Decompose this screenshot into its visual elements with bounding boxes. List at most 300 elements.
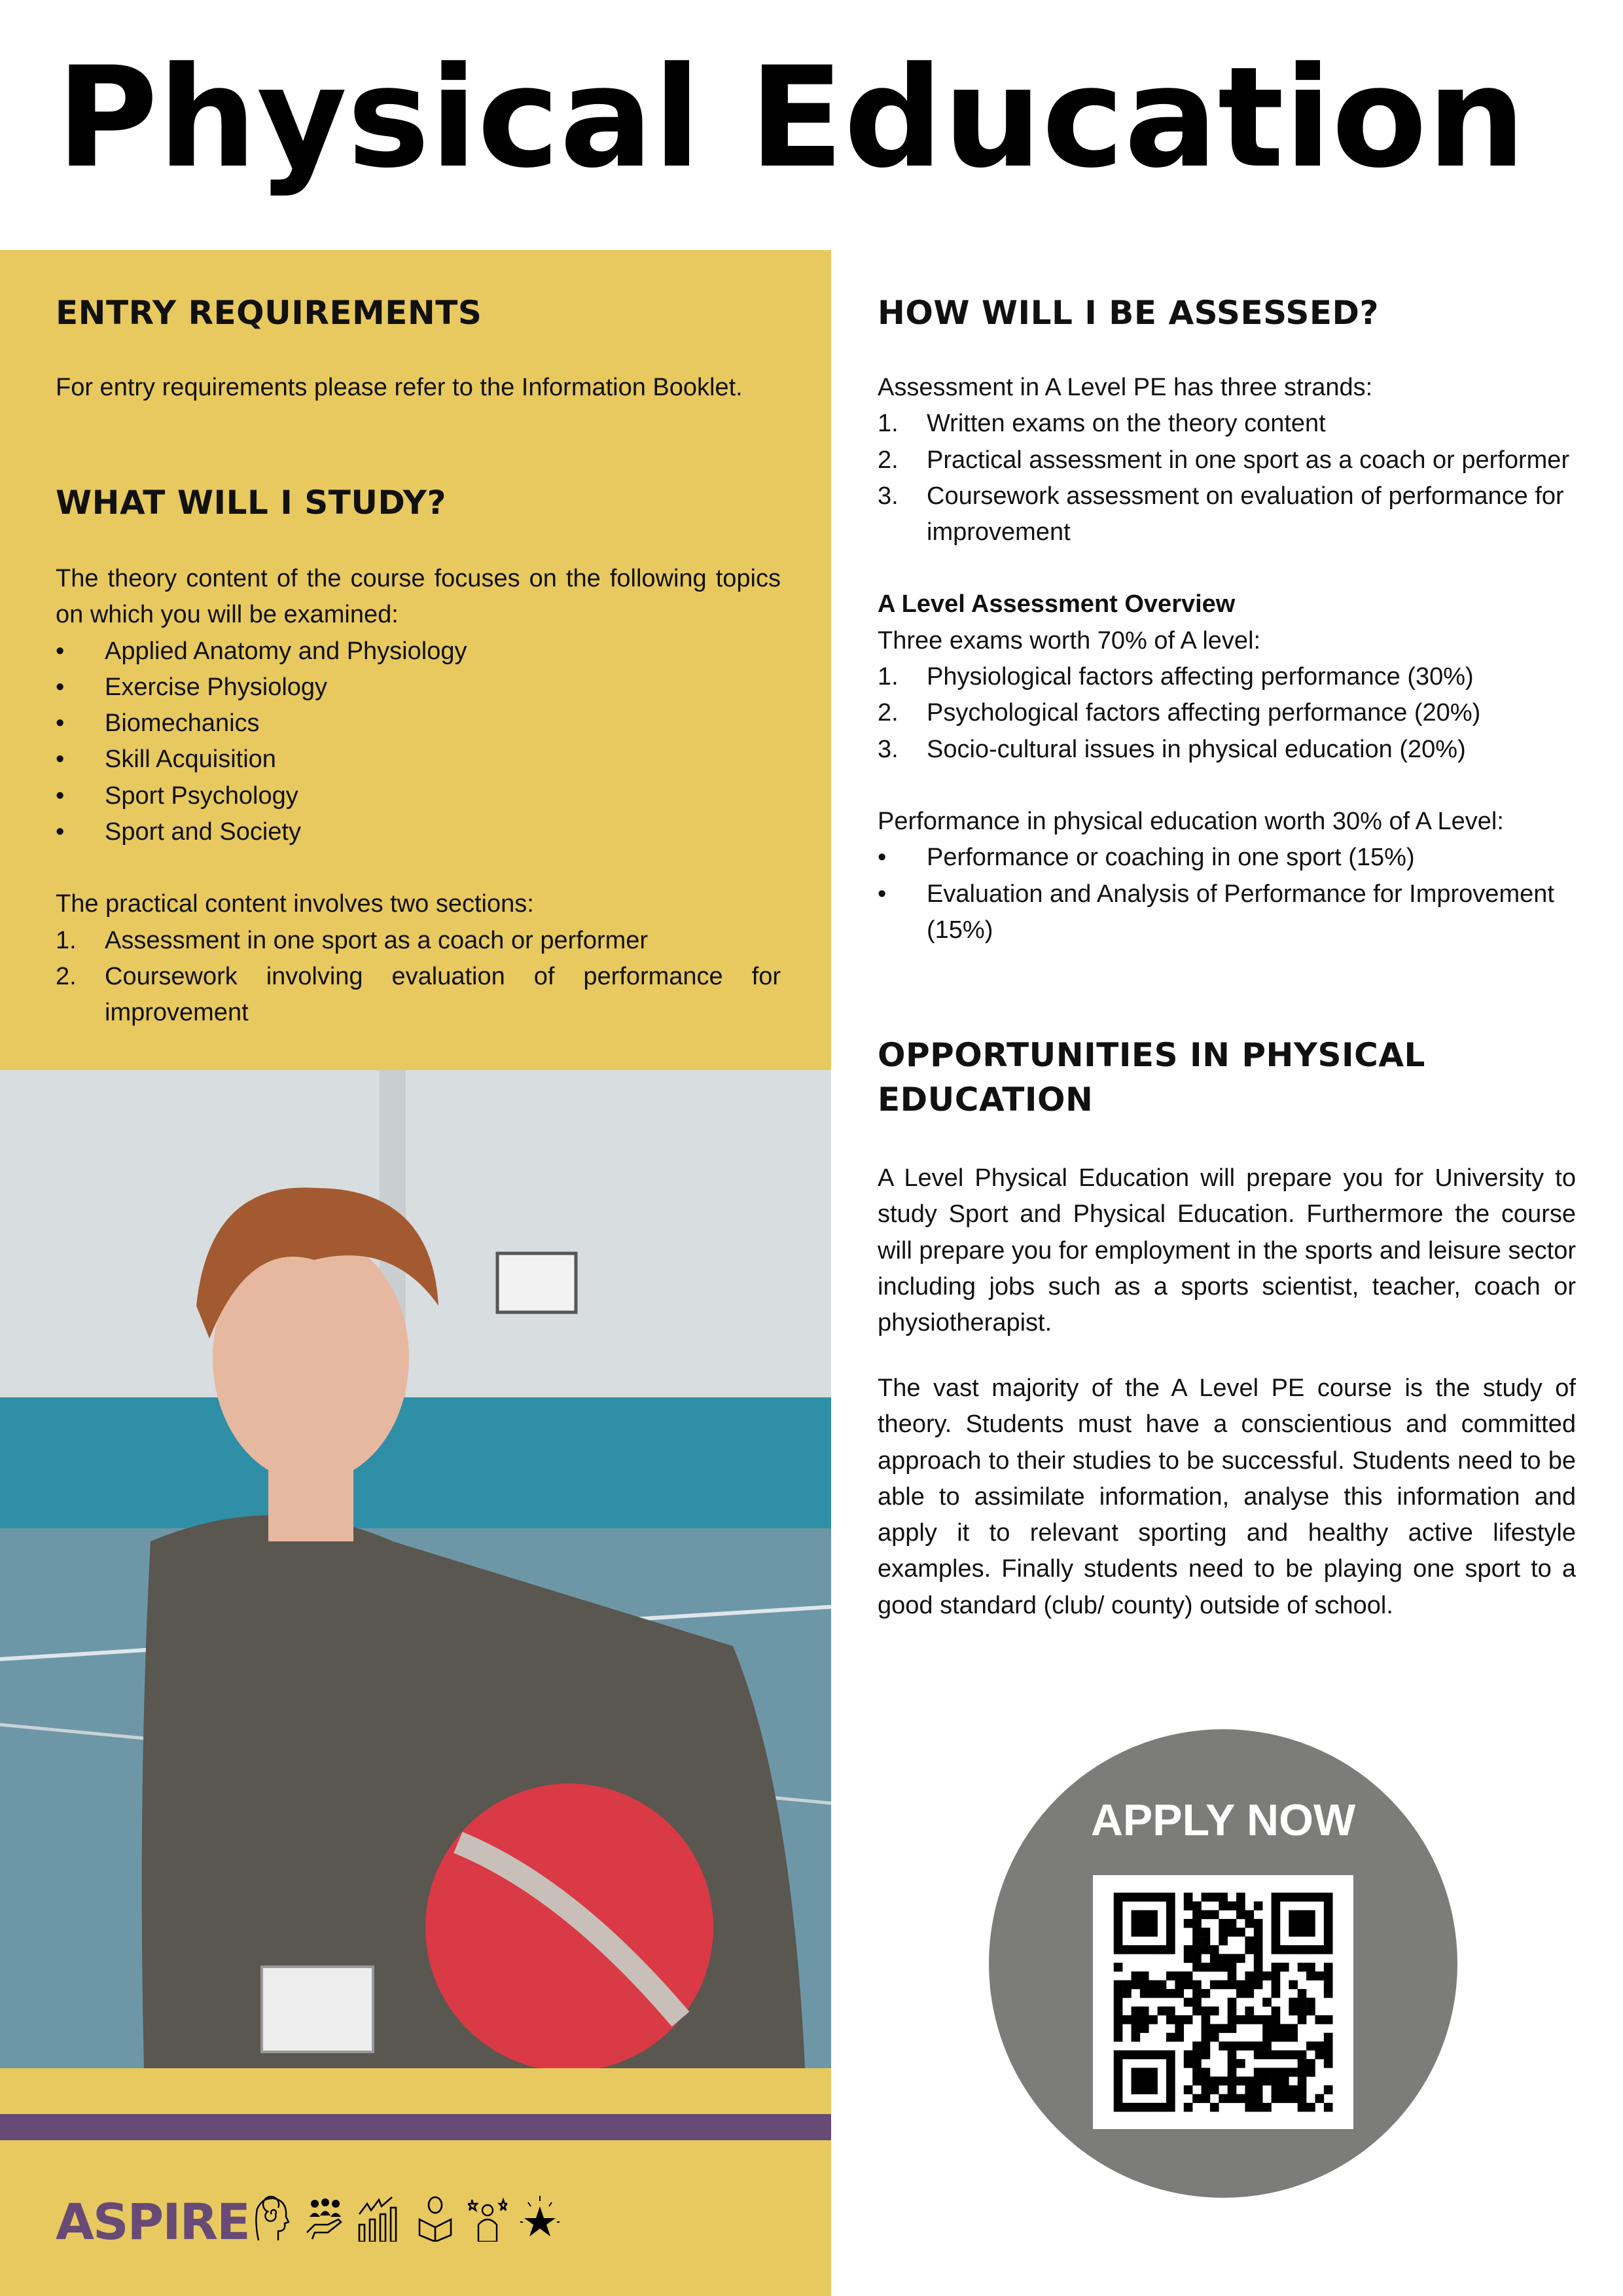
qr-module xyxy=(1219,2024,1228,2033)
qr-module xyxy=(1289,1998,1298,2007)
qr-module xyxy=(1324,1928,1333,1937)
qr-module xyxy=(1245,2103,1254,2112)
qr-module xyxy=(1184,1945,1193,1954)
qr-module xyxy=(1114,2077,1123,2086)
qr-module xyxy=(1236,2094,1245,2103)
qr-module xyxy=(1236,1901,1245,1910)
qr-module xyxy=(1324,2033,1333,2042)
study-section xyxy=(56,561,781,1031)
qr-module xyxy=(1254,1945,1263,1954)
qr-module xyxy=(1306,2007,1315,2016)
qr-module xyxy=(1114,2007,1123,2016)
qr-module xyxy=(1298,2085,1307,2094)
qr-module xyxy=(1132,1893,1141,1902)
qr-module xyxy=(1192,2077,1202,2086)
qr-module xyxy=(1192,1901,1202,1910)
qr-module xyxy=(1192,1954,1202,1963)
qr-module xyxy=(1324,1910,1333,1920)
qr-module xyxy=(1324,1963,1333,1972)
qr-module xyxy=(1254,1954,1263,1963)
qr-module xyxy=(1228,1928,1237,1937)
qr-module xyxy=(1298,2103,1307,2112)
qr-module xyxy=(1192,2059,1202,2068)
qr-module xyxy=(1114,1919,1123,1928)
qr-module xyxy=(1289,1893,1298,1902)
qr-module xyxy=(1315,2041,1324,2051)
qr-module xyxy=(1210,2007,1219,2016)
qr-module xyxy=(1262,1971,1272,1981)
qr-module xyxy=(1306,2068,1315,2077)
qr-module xyxy=(1202,2007,1211,2016)
qr-module xyxy=(1298,1919,1307,1928)
qr-module xyxy=(1262,2024,1272,2033)
entry-heading: ENTRY REQUIREMENTS xyxy=(56,294,482,332)
qr-module xyxy=(1219,2041,1228,2051)
qr-module xyxy=(1306,1910,1315,1920)
qr-module xyxy=(1202,1928,1211,1937)
qr-module xyxy=(1298,1910,1307,1920)
qr-module xyxy=(1236,1989,1245,1998)
assessed-intro: Assessment in A Level PE has three strands: xyxy=(878,374,1373,401)
qr-module xyxy=(1315,2051,1324,2060)
qr-module xyxy=(1158,1989,1167,1998)
qr-module xyxy=(1245,1981,1254,1990)
qr-module xyxy=(1254,1963,1263,1972)
qr-module xyxy=(1272,1989,1281,1998)
qr-module xyxy=(1298,1893,1307,1902)
qr-module xyxy=(1210,2103,1219,2112)
qr-module xyxy=(1114,1989,1123,1998)
qr-module xyxy=(1272,1901,1281,1910)
qr-module xyxy=(1228,1981,1237,1990)
footer-band xyxy=(0,2068,831,2296)
qr-module xyxy=(1236,2077,1245,2086)
qr-module xyxy=(1228,2024,1237,2033)
list-item: • Biomechanics xyxy=(56,709,260,738)
qr-module xyxy=(1192,2051,1202,2060)
qr-module xyxy=(1254,2015,1263,2024)
qr-module xyxy=(1219,1963,1228,1972)
qr-module xyxy=(1114,1937,1123,1946)
qr-module xyxy=(1122,2103,1132,2112)
qr-module xyxy=(1132,2024,1141,2033)
qr-module xyxy=(1272,1937,1281,1946)
qr-module xyxy=(1245,2094,1254,2103)
qr-module xyxy=(1192,2041,1202,2051)
qr-module xyxy=(1228,2094,1237,2103)
qr-module xyxy=(1140,2015,1149,2024)
qr-module xyxy=(1210,1945,1219,1954)
qr-module xyxy=(1324,2085,1333,2094)
qr-module xyxy=(1114,2015,1123,2024)
qr-module xyxy=(1132,1928,1141,1937)
qr-module xyxy=(1140,1971,1149,1981)
qr-module xyxy=(1280,2033,1289,2042)
qr-module xyxy=(1166,1971,1175,1981)
qr-module xyxy=(1298,1989,1307,1998)
qr-module xyxy=(1254,1971,1263,1981)
qr-module xyxy=(1315,1971,1324,1981)
list-item: • Exercise Physiology xyxy=(56,673,328,701)
qr-module xyxy=(1228,2085,1237,2094)
qr-module xyxy=(1245,2041,1254,2051)
qr-module xyxy=(1114,1901,1123,1910)
qr-module xyxy=(1236,1910,1245,1920)
qr-module xyxy=(1166,1937,1175,1946)
qr-module xyxy=(1254,1901,1263,1910)
qr-module xyxy=(1298,2007,1307,2016)
qr-module xyxy=(1245,2077,1254,2086)
qr-module xyxy=(1140,2068,1149,2077)
qr-module xyxy=(1114,1963,1123,1972)
qr-module xyxy=(1254,1919,1263,1928)
qr-module xyxy=(1219,1981,1228,1990)
qr-module xyxy=(1210,2077,1219,2086)
qr-module xyxy=(1202,1963,1211,1972)
qr-module xyxy=(1245,1989,1254,1998)
qr-module xyxy=(1202,2051,1211,2060)
qr-module xyxy=(1219,1919,1228,1928)
growth-chart-icon xyxy=(357,2196,402,2242)
list-item: • Sport and Society xyxy=(56,818,301,846)
qr-module xyxy=(1114,1945,1123,1954)
qr-module xyxy=(1149,1989,1158,1998)
qr-module xyxy=(1114,2059,1123,2068)
qr-module xyxy=(1254,2068,1263,2077)
qr-module xyxy=(1122,2015,1132,2024)
qr-module xyxy=(1289,2024,1298,2033)
qr-module xyxy=(1298,2059,1307,2068)
qr-module xyxy=(1149,2015,1158,2024)
qr-module xyxy=(1202,2094,1211,2103)
qr-module xyxy=(1298,1945,1307,1954)
qr-module xyxy=(1184,1893,1193,1902)
qr-module xyxy=(1140,2024,1149,2033)
qr-module xyxy=(1228,2068,1237,2077)
apply-now-label: APPLY NOW xyxy=(1090,1795,1356,1845)
qr-module xyxy=(1184,1981,1193,1990)
qr-module xyxy=(1202,1910,1211,1920)
qr-module xyxy=(1324,2051,1333,2060)
qr-module xyxy=(1236,1981,1245,1990)
qr-module xyxy=(1280,2024,1289,2033)
qr-module xyxy=(1254,1937,1263,1946)
qr-module xyxy=(1262,2103,1272,2112)
qr-module xyxy=(1210,1981,1219,1990)
qr-module xyxy=(1175,1989,1184,1998)
qr-module xyxy=(1219,2077,1228,2086)
qr-module xyxy=(1166,2103,1175,2112)
qr-module xyxy=(1245,1910,1254,1920)
qr-module xyxy=(1272,1919,1281,1928)
list-item: 3. Coursework assessment on evaluation of performance for improvement xyxy=(878,482,1564,547)
qr-module xyxy=(1306,1971,1315,1981)
opportunities-p1: A Level Physical Education will prepare you for University to study Sport and Physical Education. Furthermore the course will prepare you for employment in the sports and leisure sector including jobs such as a sports scientist, teacher, coach or physiotherapist. xyxy=(878,1164,1576,1337)
qr-module xyxy=(1158,2103,1167,2112)
qr-module xyxy=(1245,1937,1254,1946)
qr-module xyxy=(1280,2051,1289,2060)
qr-module xyxy=(1166,2059,1175,2068)
qr-module xyxy=(1236,1928,1245,1937)
qr-module xyxy=(1122,1893,1132,1902)
qr-module xyxy=(1272,1963,1281,1972)
list-item: 2. Coursework involving evaluation of performance for improvement xyxy=(56,962,781,1027)
study-heading: WHAT WILL I STUDY? xyxy=(56,484,447,522)
qr-module xyxy=(1114,2068,1123,2077)
qr-module xyxy=(1298,2077,1307,2086)
qr-module xyxy=(1262,2077,1272,2086)
qr-module xyxy=(1280,2068,1289,2077)
qr-module xyxy=(1280,1893,1289,1902)
qr-module xyxy=(1166,2085,1175,2094)
qr-module xyxy=(1140,2007,1149,2016)
qr-module xyxy=(1202,1893,1211,1902)
student-photo xyxy=(0,1070,831,2068)
qr-module xyxy=(1114,1998,1123,2007)
qr-module xyxy=(1132,1945,1141,1954)
qr-module xyxy=(1166,1928,1175,1937)
qr-module xyxy=(1272,1893,1281,1902)
qr-module xyxy=(1315,1945,1324,1954)
qr-module xyxy=(1202,2077,1211,2086)
qr-module xyxy=(1149,2068,1158,2077)
list-item: 1. Assessment in one sport as a coach or performer xyxy=(56,926,649,954)
qr-module xyxy=(1272,1945,1281,1954)
qr-module xyxy=(1114,1893,1123,1902)
qr-module xyxy=(1166,1901,1175,1910)
qr-module xyxy=(1254,2041,1263,2051)
qr-module xyxy=(1132,1910,1141,1920)
qr-module xyxy=(1202,2068,1211,2077)
qr-module xyxy=(1158,2051,1167,2060)
qr-module xyxy=(1280,2094,1289,2103)
qr-module xyxy=(1254,1981,1263,1990)
qr-module xyxy=(1228,1971,1237,1981)
qr-module xyxy=(1166,2007,1175,2016)
qr-module xyxy=(1289,1945,1298,1954)
qr-module xyxy=(1140,2077,1149,2086)
qr-module xyxy=(1114,1981,1123,1990)
qr-module xyxy=(1324,1919,1333,1928)
qr-module xyxy=(1306,1998,1315,2007)
qr-module xyxy=(1132,2015,1141,2024)
performance-intro: Performance in physical education worth 30% of A Level: xyxy=(878,807,1504,835)
qr-module xyxy=(1219,2094,1228,2103)
list-item: 3. Socio-cultural issues in physical education (20%) xyxy=(878,735,1466,763)
qr-module xyxy=(1192,1989,1202,1998)
qr-module xyxy=(1298,1963,1307,1972)
qr-module xyxy=(1219,1893,1228,1902)
qr-module xyxy=(1192,1981,1202,1990)
qr-module xyxy=(1166,1919,1175,1928)
qr-module xyxy=(1272,1928,1281,1937)
list-item: • Sport Psychology xyxy=(56,781,298,810)
qr-module xyxy=(1184,2015,1193,2024)
qr-module xyxy=(1324,1901,1333,1910)
qr-module xyxy=(1192,1937,1202,1946)
qr-module xyxy=(1262,2015,1272,2024)
qr-module xyxy=(1289,1919,1298,1928)
qr-module xyxy=(1272,2077,1281,2086)
qr-module xyxy=(1184,1919,1193,1928)
qr-module xyxy=(1210,1954,1219,1963)
qr-module xyxy=(1306,1928,1315,1937)
list-item: • Applied Anatomy and Physiology xyxy=(56,637,467,665)
qr-module xyxy=(1166,2094,1175,2103)
qr-module xyxy=(1166,1989,1175,1998)
qr-module xyxy=(1114,1910,1123,1920)
qr-module xyxy=(1184,2051,1193,2060)
qr-module xyxy=(1175,2015,1184,2024)
qr-module xyxy=(1228,2077,1237,2086)
qr-module xyxy=(1114,2051,1123,2060)
qr-module xyxy=(1175,2033,1184,2042)
qr-module xyxy=(1272,2094,1281,2103)
qr-module xyxy=(1306,2103,1315,2112)
qr-module xyxy=(1114,2103,1123,2112)
qr-module xyxy=(1324,1981,1333,1990)
qr-module xyxy=(1236,2041,1245,2051)
qr-module xyxy=(1245,2015,1254,2024)
qr-module xyxy=(1140,1981,1149,1990)
qr-module xyxy=(1114,2024,1123,2033)
qr-module xyxy=(1324,1937,1333,1946)
qr-module xyxy=(1289,2085,1298,2094)
qr-module xyxy=(1228,2007,1237,2016)
qr-module xyxy=(1210,1893,1219,1902)
qr-module xyxy=(1114,2094,1123,2103)
qr-module xyxy=(1272,2068,1281,2077)
qr-module xyxy=(1228,2051,1237,2060)
assessed-heading: HOW WILL I BE ASSESSED? xyxy=(878,294,1380,332)
qr-module xyxy=(1132,1981,1141,1990)
aspire-icons xyxy=(252,2196,560,2242)
qr-module xyxy=(1140,1989,1149,1998)
qr-module xyxy=(1184,1901,1193,1910)
qr-module xyxy=(1149,2051,1158,2060)
qr-module xyxy=(1122,2051,1132,2060)
qr-module xyxy=(1262,2041,1272,2051)
qr-module xyxy=(1210,2085,1219,2094)
qr-module xyxy=(1210,2033,1219,2042)
qr-module xyxy=(1158,1981,1167,1990)
qr-module xyxy=(1324,1893,1333,1902)
qr-module xyxy=(1122,1989,1132,1998)
qr-module xyxy=(1272,1981,1281,1990)
qr-module xyxy=(1262,2068,1272,2077)
qr-module xyxy=(1306,2059,1315,2068)
qr-module xyxy=(1324,2041,1333,2051)
list-item: 1. Physiological factors affecting performance (30%) xyxy=(878,663,1474,691)
qr-module xyxy=(1245,2085,1254,2094)
qr-module xyxy=(1254,2077,1263,2086)
qr-module xyxy=(1254,2085,1263,2094)
qr-module xyxy=(1324,1971,1333,1981)
qr-module xyxy=(1262,2051,1272,2060)
qr-module xyxy=(1184,2103,1193,2112)
qr-module xyxy=(1272,1971,1281,1981)
qr-module xyxy=(1228,1963,1237,1972)
qr-module xyxy=(1298,1928,1307,1937)
qr-module xyxy=(1272,2007,1281,2016)
assessed-section xyxy=(878,370,1576,948)
qr-module xyxy=(1192,1963,1202,1972)
qr-module xyxy=(1289,2051,1298,2060)
qr-module xyxy=(1158,1945,1167,1954)
qr-module xyxy=(1149,1910,1158,1920)
qr-module xyxy=(1149,1928,1158,1937)
qr-module xyxy=(1324,1989,1333,1998)
qr-module xyxy=(1192,1945,1202,1954)
qr-code[interactable] xyxy=(1093,1875,1353,2129)
qr-module xyxy=(1324,1945,1333,1954)
qr-module xyxy=(1298,2051,1307,2060)
qr-module xyxy=(1272,2085,1281,2094)
qr-module xyxy=(1166,2033,1175,2042)
aspire-logo: ASPIRE xyxy=(56,2193,249,2251)
list-item: 1. Written exams on the theory content xyxy=(878,410,1326,438)
qr-module xyxy=(1114,1928,1123,1937)
list-item: • Performance or coaching in one sport (15%) xyxy=(878,844,1415,872)
qr-module xyxy=(1192,2068,1202,2077)
qr-module xyxy=(1219,1928,1228,1937)
qr-module xyxy=(1228,1901,1237,1910)
overview-heading: A Level Assessment Overview xyxy=(878,590,1236,619)
apply-now-badge[interactable] xyxy=(989,1729,1457,2198)
qr-module xyxy=(1236,1893,1245,1902)
qr-module xyxy=(1315,1893,1324,1902)
qr-module xyxy=(1210,1963,1219,1972)
qr-module xyxy=(1140,1928,1149,1937)
qr-module xyxy=(1324,2015,1333,2024)
shining-star-icon xyxy=(520,2196,560,2242)
qr-module xyxy=(1192,1910,1202,1920)
qr-module xyxy=(1192,1998,1202,2007)
entry-text: For entry requirements please refer to the Information Booklet. xyxy=(56,374,743,401)
qr-module xyxy=(1202,1989,1211,1998)
qr-module xyxy=(1210,2024,1219,2033)
qr-module xyxy=(1132,2085,1141,2094)
qr-module xyxy=(1272,2024,1281,2033)
qr-module xyxy=(1280,2077,1289,2086)
qr-module xyxy=(1228,1954,1237,1963)
qr-module xyxy=(1149,2085,1158,2094)
qr-module xyxy=(1149,1981,1158,1990)
qr-module xyxy=(1202,2015,1211,2024)
qr-module xyxy=(1149,2077,1158,2086)
list-item: • Skill Acquisition xyxy=(56,745,276,774)
qr-module xyxy=(1228,2059,1237,2068)
qr-module xyxy=(1140,1910,1149,1920)
qr-module xyxy=(1149,1945,1158,1954)
page-title: Physical Education xyxy=(56,37,1526,198)
qr-module xyxy=(1202,1945,1211,1954)
qr-module xyxy=(1245,1919,1254,1928)
qr-module xyxy=(1166,1945,1175,1954)
qr-module xyxy=(1298,2015,1307,2024)
qr-module xyxy=(1289,1910,1298,1920)
qr-module xyxy=(1219,1954,1228,1963)
qr-module xyxy=(1298,1998,1307,2007)
qr-module xyxy=(1228,2015,1237,2024)
qr-module xyxy=(1289,2007,1298,2016)
exams-intro: Three exams worth 70% of A level: xyxy=(878,626,1261,655)
topic-list xyxy=(56,634,781,851)
qr-module xyxy=(1132,2068,1141,2077)
qr-module xyxy=(1132,2051,1141,2060)
qr-module xyxy=(1289,2094,1298,2103)
qr-module xyxy=(1324,2059,1333,2068)
